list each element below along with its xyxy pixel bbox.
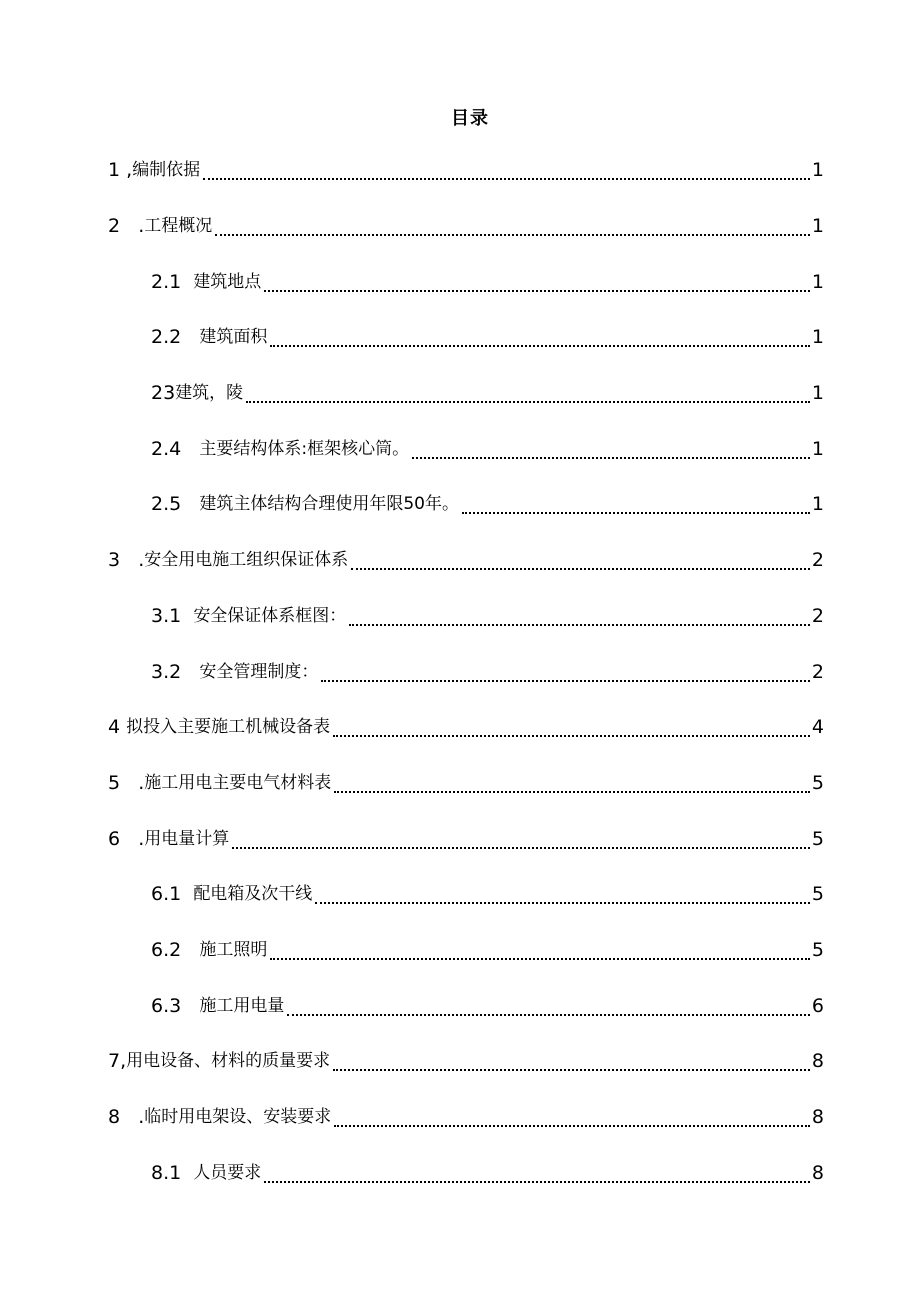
- toc-dot-leader: [334, 790, 810, 793]
- toc-entry-page: 8: [811, 1161, 824, 1184]
- toc-entry-label: 安全管理制度：: [199, 661, 319, 682]
- toc-entry[interactable]: [0, 477, 920, 533]
- toc-entry-page: 2: [811, 660, 824, 683]
- toc-entry[interactable]: [0, 143, 920, 199]
- toc-entry-separator: [181, 663, 199, 682]
- toc-entry-number: 3.1: [151, 604, 182, 627]
- toc-dot-leader: [462, 511, 810, 514]
- toc-dot-leader: [315, 901, 810, 904]
- toc-dot-leader: [287, 1013, 810, 1016]
- toc-entry-number: 8.1: [151, 1161, 182, 1184]
- toc-entry-page: 1: [811, 270, 824, 293]
- toc-dot-leader: [351, 567, 810, 570]
- toc-entry-separator: .: [120, 215, 145, 238]
- toc-entry-label: 用电设备、材料的质量要求: [126, 1051, 331, 1072]
- toc-entry[interactable]: [0, 1090, 920, 1146]
- toc-entry-page: 5: [811, 771, 824, 794]
- toc-dot-leader: [333, 1068, 810, 1071]
- toc-entry-number: 6.3: [151, 994, 182, 1017]
- toc-dot-leader: [264, 289, 810, 292]
- toc-entry-label: 用电量计算: [144, 828, 230, 849]
- toc-entry-label: 安全用电施工组织保证体系: [144, 550, 349, 571]
- toc-entry-label: 安全保证体系框图：: [193, 605, 347, 626]
- toc-entry-label: 施工照明: [199, 939, 268, 960]
- toc-dot-leader: [215, 233, 810, 236]
- toc-dot-leader: [270, 344, 810, 347]
- toc-entry[interactable]: [0, 700, 920, 756]
- toc-entry[interactable]: [0, 644, 920, 700]
- toc-dot-leader: [264, 1180, 810, 1183]
- toc-entry-page: 5: [811, 938, 824, 961]
- toc-entry[interactable]: [0, 199, 920, 255]
- toc-list: [0, 143, 920, 1201]
- toc-dot-leader: [203, 177, 810, 180]
- toc-entry-page: 6: [811, 994, 824, 1017]
- toc-entry[interactable]: [0, 756, 920, 812]
- toc-entry[interactable]: [0, 421, 920, 477]
- toc-entry-separator: [181, 1164, 193, 1183]
- toc-entry-page: 1: [811, 159, 824, 182]
- toc-entry-separator: [181, 607, 193, 626]
- toc-entry-label: 建筑，陵: [175, 383, 244, 404]
- toc-entry-number: 3.2: [151, 660, 182, 683]
- toc-entry-label: 工程概况: [144, 216, 213, 237]
- toc-entry-separator: [181, 328, 199, 347]
- toc-entry-page: 1: [811, 326, 824, 349]
- toc-entry[interactable]: [0, 1034, 920, 1090]
- toc-entry-label: 建筑地点: [193, 271, 262, 292]
- toc-entry-separator: [181, 941, 199, 960]
- toc-entry-label: 人员要求: [193, 1162, 262, 1183]
- toc-entry-page: 1: [811, 215, 824, 238]
- toc-entry-separator: ,: [120, 159, 133, 182]
- toc-entry-number: 2.2: [151, 326, 182, 349]
- toc-entry-separator: ,: [120, 1050, 127, 1073]
- toc-entry-page: 4: [811, 716, 824, 739]
- toc-entry-page: 2: [811, 549, 824, 572]
- toc-entry-number: 3: [108, 549, 121, 572]
- toc-entry-number: 2: [108, 215, 121, 238]
- toc-entry-separator: [181, 495, 199, 514]
- toc-dot-leader: [246, 400, 810, 403]
- toc-entry-page: 8: [811, 1106, 824, 1129]
- toc-entry-separator: [181, 997, 199, 1016]
- toc-entry-separator: .: [120, 549, 145, 572]
- toc-dot-leader: [412, 456, 810, 459]
- toc-entry[interactable]: [0, 811, 920, 867]
- toc-entry-page: 1: [811, 493, 824, 516]
- toc-entry-page: 2: [811, 604, 824, 627]
- toc-entry-number: 23: [151, 382, 176, 405]
- toc-entry-number: 2.4: [151, 437, 182, 460]
- toc-entry-label: 临时用电架设、安装要求: [144, 1107, 332, 1128]
- toc-entry-number: 2.5: [151, 493, 182, 516]
- toc-entry-page: 5: [811, 883, 824, 906]
- toc-entry-separator: [181, 440, 199, 459]
- toc-entry-label: 建筑面积: [199, 327, 268, 348]
- toc-title: 目录: [451, 108, 489, 129]
- toc-dot-leader: [333, 734, 810, 737]
- toc-entry-label: 编制依据: [132, 160, 201, 181]
- toc-entry-number: 7: [108, 1050, 121, 1073]
- toc-entry-label: 拟投入主要施工机械设备表: [126, 717, 331, 738]
- toc-entry[interactable]: [0, 254, 920, 310]
- toc-dot-leader: [232, 846, 810, 849]
- toc-entry-number: 5: [108, 771, 121, 794]
- toc-entry-separator: .: [120, 771, 145, 794]
- toc-entry-page: 1: [811, 437, 824, 460]
- toc-entry-page: 8: [811, 1050, 824, 1073]
- toc-entry-separator: [181, 885, 193, 904]
- toc-entry-number: 1: [108, 159, 121, 182]
- toc-entry[interactable]: [0, 978, 920, 1034]
- toc-entry[interactable]: [0, 867, 920, 923]
- toc-entry-label: 施工用电量: [199, 995, 285, 1016]
- toc-entry-number: 4: [108, 716, 121, 739]
- toc-entry[interactable]: [0, 1145, 920, 1201]
- toc-entry-page: 5: [811, 827, 824, 850]
- toc-entry[interactable]: [0, 923, 920, 979]
- toc-entry-label: 主要结构体系:框架核心筒。: [199, 438, 410, 459]
- toc-entry-number: 6: [108, 827, 121, 850]
- toc-entry-separator: .: [120, 1106, 145, 1129]
- toc-entry-label: 建筑主体结构合理使用年限50年。: [199, 494, 459, 515]
- toc-dot-leader: [321, 679, 810, 682]
- toc-entry-separator: [181, 273, 193, 292]
- toc-entry-label: 施工用电主要电气材料表: [144, 772, 332, 793]
- toc-dot-leader: [349, 623, 810, 626]
- toc-dot-leader: [334, 1124, 810, 1127]
- toc-entry-label: 配电箱及次干线: [193, 884, 313, 905]
- toc-entry[interactable]: [0, 589, 920, 645]
- toc-entry-number: 2.1: [151, 270, 182, 293]
- toc-dot-leader: [270, 957, 810, 960]
- toc-entry-separator: .: [120, 827, 145, 850]
- toc-entry[interactable]: [0, 533, 920, 589]
- toc-entry[interactable]: [0, 310, 920, 366]
- toc-entry-number: 8: [108, 1106, 121, 1129]
- toc-entry-page: 1: [811, 382, 824, 405]
- toc-entry[interactable]: [0, 366, 920, 422]
- toc-entry-number: 6.1: [151, 883, 182, 906]
- toc-entry-number: 6.2: [151, 938, 182, 961]
